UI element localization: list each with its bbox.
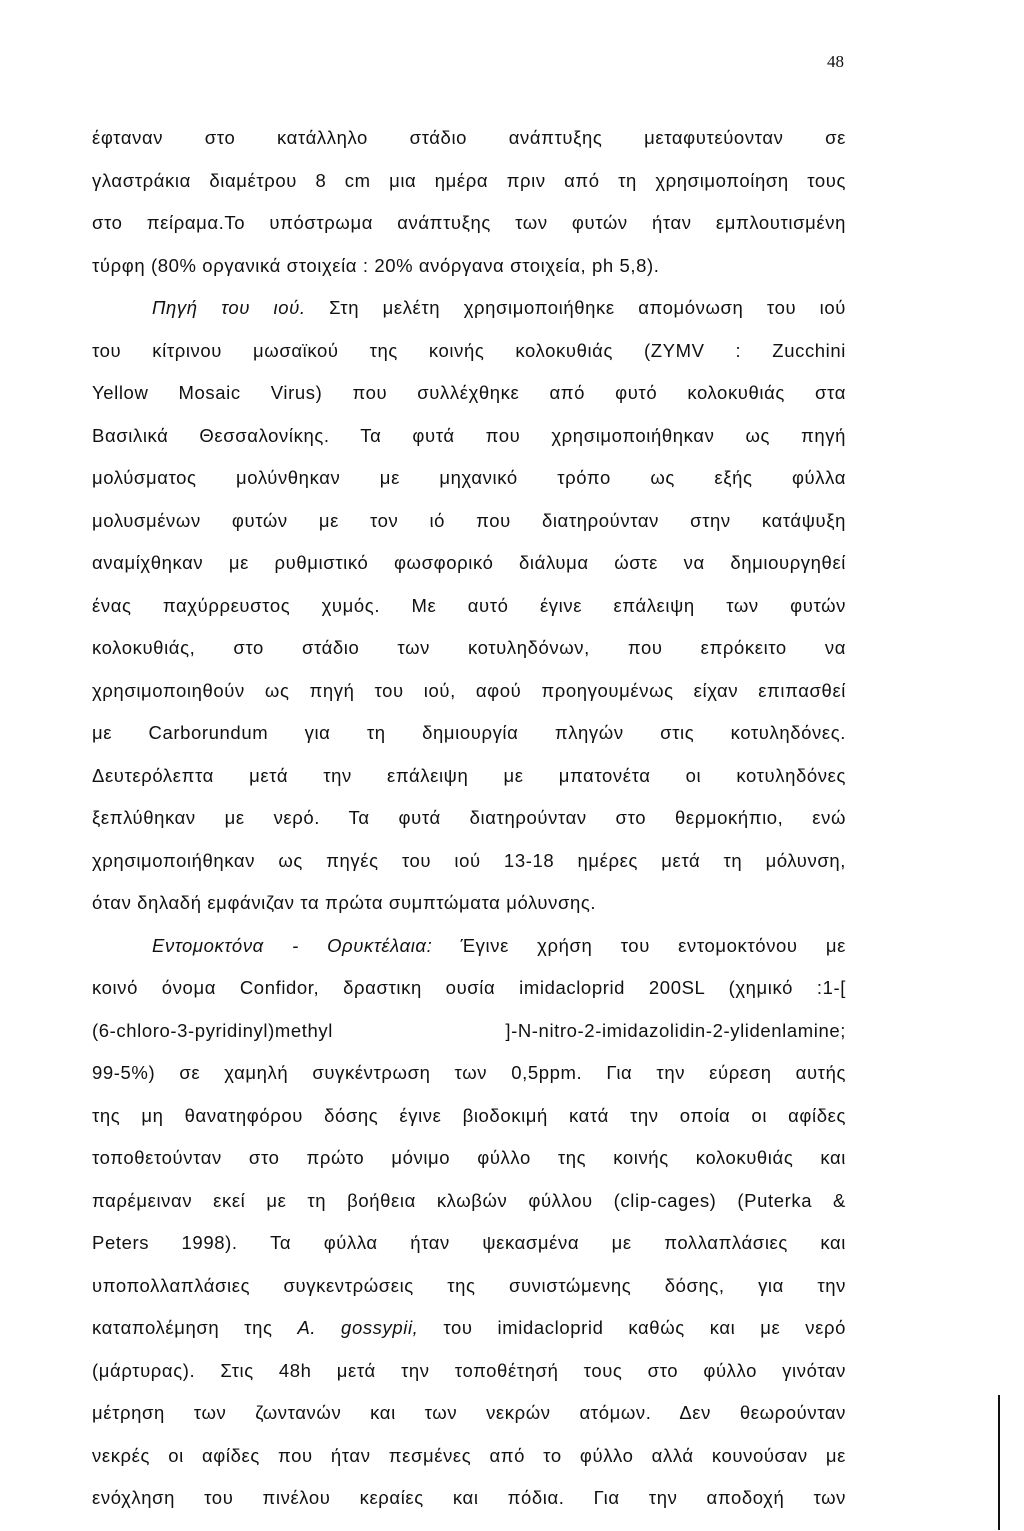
line-text: στο πείραμα.Το υπόστρωμα ανάπτυξης των φυτών ήταν εμπλουτισμένη bbox=[92, 212, 846, 233]
text-line bbox=[92, 1483, 846, 1526]
text-line bbox=[92, 761, 846, 804]
text-line bbox=[92, 1398, 846, 1441]
text-line bbox=[92, 973, 846, 1016]
line-text: αναμίχθηκαν με ρυθμιστικό φωσφορικό διάλυμα ώστε να δημιουργηθεί bbox=[92, 552, 846, 573]
line-text: (μάρτυρας). Στις 48h μετά την τοποθέτησή τους στο φύλλο γινόταν bbox=[92, 1359, 846, 1381]
line-text: μολυσμένων φυτών με τον ιό που διατηρούνταν στην κατάψυξη bbox=[92, 509, 846, 531]
body-text bbox=[92, 123, 846, 1526]
text-line bbox=[92, 1186, 846, 1229]
text-line bbox=[92, 506, 846, 549]
line-text: (6-chloro-3-pyridinyl)methyl ]-N-nitro-2-imidazolidin-2-ylidenlamine; bbox=[92, 1019, 846, 1041]
line-text: Yellow Mosaic Virus) που συλλέχθηκε από φυτό κολοκυθιάς στα bbox=[92, 382, 846, 403]
line-text: νεκρές οι αφίδες που ήταν πεσμένες από το φύλλο αλλά κουνούσαν με bbox=[92, 1444, 846, 1466]
line-text: παρέμειναν εκεί με τη βοήθεια κλωβών φύλλου (clip-cages) (Puterka & bbox=[92, 1189, 846, 1211]
text-line bbox=[92, 463, 846, 506]
line-text: Στη μελέτη χρησιμοποιήθηκε απομόνωση του ιού bbox=[305, 297, 846, 318]
text-line bbox=[92, 633, 846, 676]
line-text: ένας παχύρρευστος χυμός. Με αυτό έγινε επάλειψη των φυτών bbox=[92, 594, 846, 616]
text-line bbox=[92, 548, 846, 591]
line-text: με Carborundum για τη δημιουργία πληγών στις κοτυληδόνες. bbox=[92, 722, 846, 743]
line-text: έφταναν στο κατάλληλο στάδιο ανάπτυξης μεταφυτεύονταν σε bbox=[92, 127, 846, 148]
line-text: γλαστράκια διαμέτρου 8 cm μια ημέρα πριν από τη χρησιμοποίηση τους bbox=[92, 169, 846, 191]
line-text: Έγινε χρήση του εντομοκτόνου με bbox=[432, 934, 846, 956]
line-text: του κίτρινου μωσαϊκού της κοινής κολοκυθιάς (ZYMV : Zucchini bbox=[92, 339, 846, 361]
text-line bbox=[92, 251, 846, 294]
text-line bbox=[92, 208, 846, 251]
line-text: της μη θανατηφόρου δόσης έγινε βιοδοκιμή κατά την οποία οι αφίδες bbox=[92, 1104, 846, 1126]
text-line bbox=[92, 166, 846, 209]
line-text: τύρφη (80% οργανικά στοιχεία : 20% ανόργανα στοιχεία, ph 5,8). bbox=[92, 254, 660, 276]
text-line bbox=[92, 378, 846, 421]
text-line bbox=[92, 1101, 846, 1144]
text-line bbox=[92, 1356, 846, 1399]
line-text: ξεπλύθηκαν με νερό. Τα φυτά διατηρούνταν στο θερμοκήπιο, ενώ bbox=[92, 807, 846, 828]
margin-line bbox=[998, 1395, 1000, 1530]
line-text: μέτρηση των ζωντανών και των νεκρών ατόμων. Δεν θεωρούνταν bbox=[92, 1402, 846, 1423]
text-line bbox=[92, 1271, 846, 1314]
text-line bbox=[92, 591, 846, 634]
line-text: Peters 1998). Τα φύλλα ήταν ψεκασμένα με πολλαπλάσιες και bbox=[92, 1232, 846, 1253]
line-text-after: του imidacloprid καθώς και με νερό bbox=[418, 1317, 846, 1338]
line-text: χρησιμοποιηθούν ως πηγή του ιού, αφού προηγουμένως είχαν επιπασθεί bbox=[92, 679, 846, 701]
line-text: τοποθετούνταν στο πρώτο μόνιμο φύλλο της κοινής κολοκυθιάς και bbox=[92, 1147, 846, 1168]
text-line bbox=[92, 1228, 846, 1271]
italic-heading: Πηγή του ιού. bbox=[152, 297, 306, 318]
line-text: καταπολέμηση της bbox=[92, 1317, 298, 1338]
text-line bbox=[92, 1313, 846, 1356]
text-line bbox=[92, 931, 846, 974]
text-line bbox=[92, 803, 846, 846]
text-line bbox=[92, 888, 846, 931]
line-text: κοινό όνομα Confidor, δραστικη ουσία imidacloprid 200SL (χημικό :1-[ bbox=[92, 977, 846, 998]
line-text: χρησιμοποιήθηκαν ως πηγές του ιού 13-18 ημέρες μετά τη μόλυνση, bbox=[92, 849, 846, 871]
text-line bbox=[92, 421, 846, 464]
text-line bbox=[92, 1058, 846, 1101]
text-line bbox=[92, 846, 846, 889]
line-text: μολύσματος μολύνθηκαν με μηχανικό τρόπο ως εξής φύλλα bbox=[92, 467, 846, 488]
text-line bbox=[92, 1016, 846, 1059]
italic-species: A. gossypii, bbox=[297, 1317, 419, 1338]
text-line bbox=[92, 336, 846, 379]
line-text: ενόχληση του πινέλου κεραίες και πόδια. Για την αποδοχή των bbox=[92, 1487, 846, 1508]
text-line bbox=[92, 123, 846, 166]
line-text: Βασιλικά Θεσσαλονίκης. Τα φυτά που χρησιμοποιήθηκαν ως πηγή bbox=[92, 424, 846, 446]
page-number: 48 bbox=[827, 52, 844, 71]
line-text: Δευτερόλεπτα μετά την επάλειψη με μπατονέτα οι κοτυληδόνες bbox=[92, 764, 846, 786]
italic-heading: Εντομοκτόνα - Ορυκτέλαια: bbox=[152, 934, 433, 956]
text-line bbox=[92, 1143, 846, 1186]
line-text: 99-5%) σε χαμηλή συγκέντρωση των 0,5ppm. Για την εύρεση αυτής bbox=[92, 1062, 846, 1083]
line-text: όταν δηλαδή εμφάνιζαν τα πρώτα συμπτώματα μόλυνσης. bbox=[92, 892, 597, 913]
text-line bbox=[92, 718, 846, 761]
text-line bbox=[92, 293, 846, 336]
line-text: κολοκυθιάς, στο στάδιο των κοτυληδόνων, που επρόκειτο να bbox=[92, 637, 846, 658]
text-line bbox=[92, 676, 846, 719]
text-line bbox=[92, 1441, 846, 1484]
line-text: υποπολλαπλάσιες συγκεντρώσεις της συνιστώμενης δόσης, για την bbox=[92, 1274, 846, 1296]
